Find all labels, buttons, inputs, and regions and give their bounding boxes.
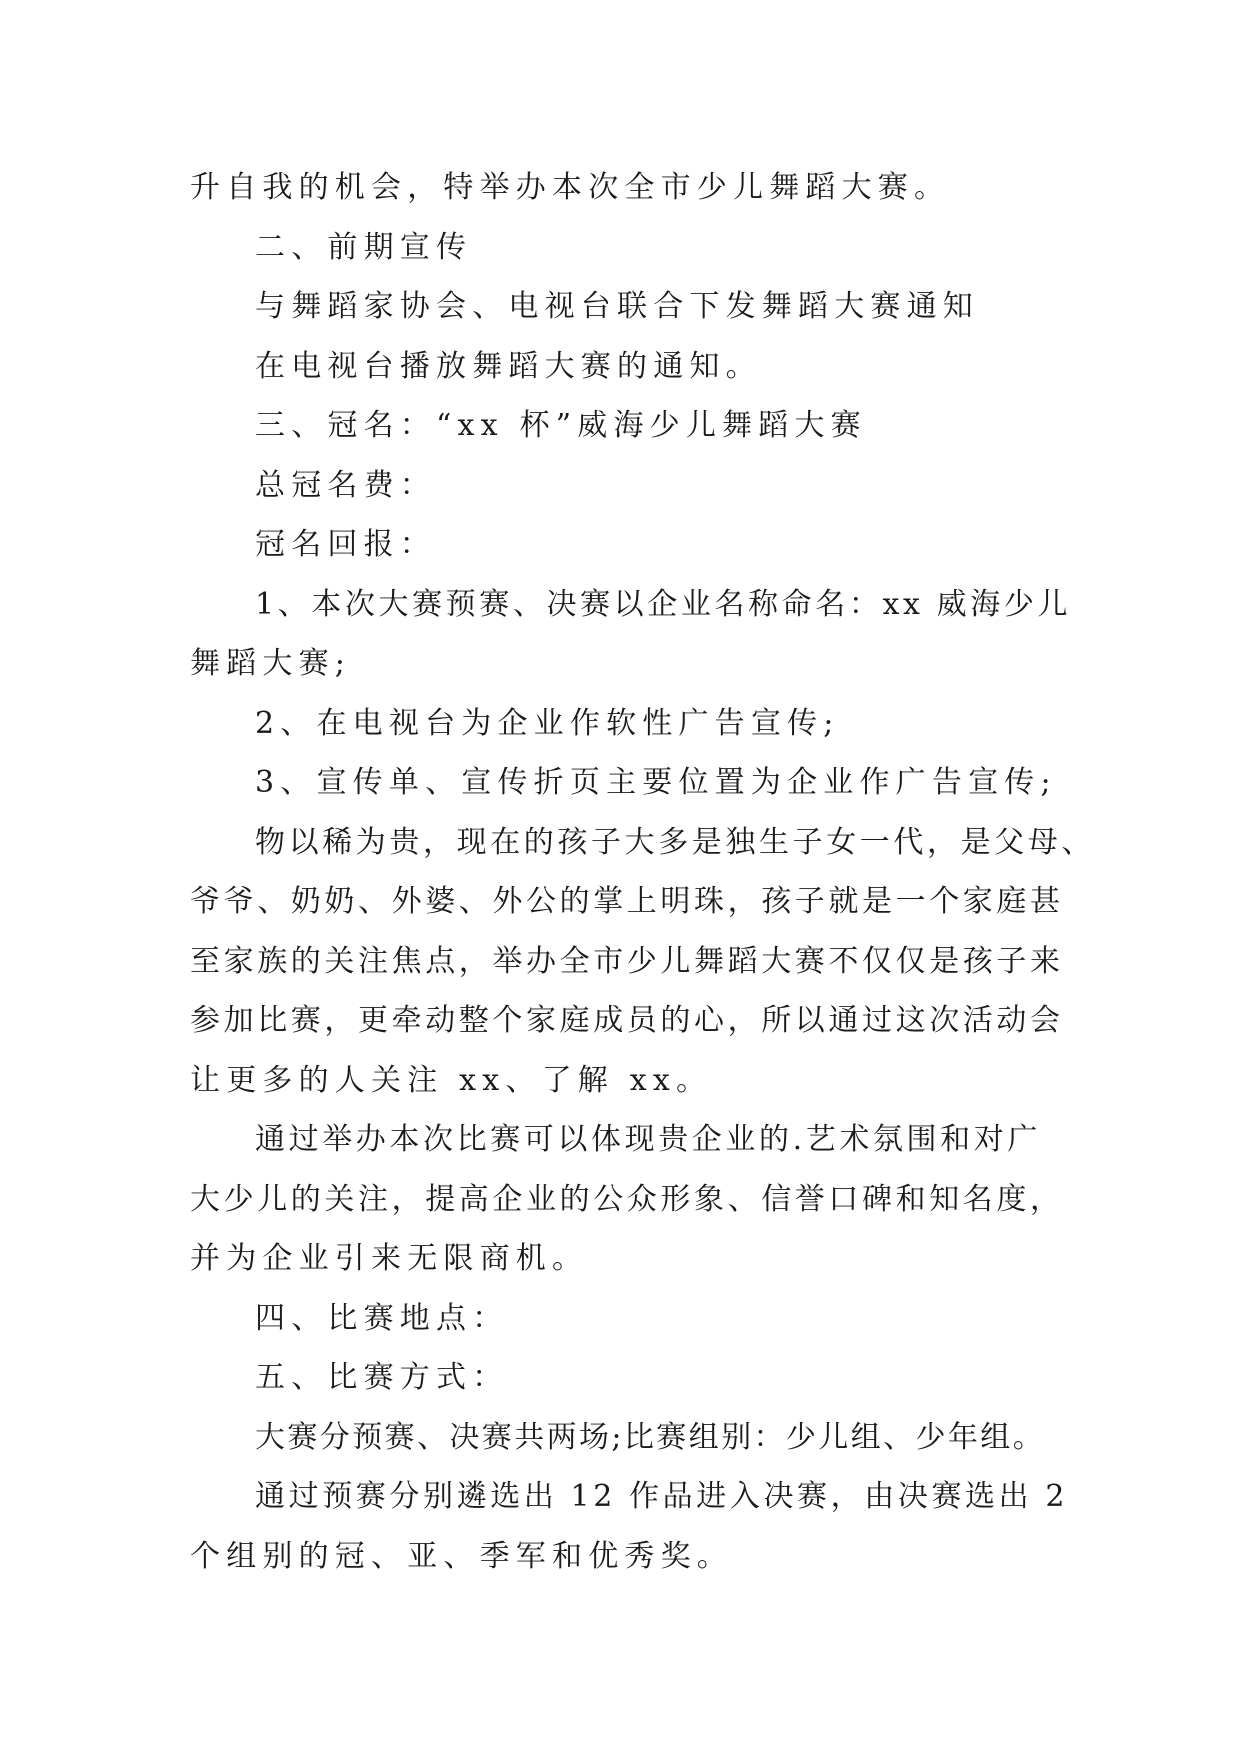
paragraph-line: 物以稀为贵，现在的孩子大多是独生子女一代，是父母、 — [255, 824, 1095, 860]
paragraph-line: 在电视台播放舞蹈大赛的通知。 — [255, 348, 762, 384]
paragraph-line: 个组别的冠、亚、季军和优秀奖。 — [190, 1538, 733, 1574]
paragraph-line: 爷爷、奶奶、外婆、外公的掌上明珠，孩子就是一个家庭甚 — [190, 884, 1064, 919]
section-heading-venue: 四、比赛地点： — [255, 1300, 509, 1336]
section-heading-publicity: 二、前期宣传 — [255, 229, 473, 265]
paragraph-line: 让更多的人关注 xx、了解 xx。 — [190, 1062, 713, 1098]
paragraph-line: 大赛分预赛、决赛共两场;比赛组别：少儿组、少年组。 — [255, 1419, 1046, 1455]
section-heading-naming: 三、冠名：“xx 杯”威海少儿舞蹈大赛 — [255, 408, 867, 443]
list-item: 3、宣传单、宣传折页主要位置为企业作广告宣传; — [255, 765, 1057, 800]
paragraph-line: 总冠名费： — [255, 467, 436, 503]
paragraph-line: 并为企业引来无限商机。 — [190, 1241, 589, 1276]
paragraph-line: 至家族的关注焦点，举办全市少儿舞蹈大赛不仅仅是孩子来 — [190, 943, 1064, 979]
paragraph-line: 通过举办本次比赛可以体现贵企业的.艺术氛围和对广 — [255, 1122, 1041, 1157]
paragraph-line: 与舞蹈家协会、电视台联合下发舞蹈大赛通知 — [255, 289, 979, 324]
section-heading-format: 五、比赛方式： — [255, 1360, 509, 1395]
paragraph-line: 大少儿的关注，提高企业的公众形象、信誉口碑和知名度， — [190, 1181, 1064, 1217]
document-body — [190, 158, 1095, 1586]
paragraph-line: 升自我的机会，特举办本次全市少儿舞蹈大赛。 — [190, 170, 951, 205]
list-item-continuation: 舞蹈大赛; — [190, 646, 352, 681]
paragraph-line: 冠名回报： — [255, 527, 436, 562]
paragraph-line: 参加比赛，更牵动整个家庭成员的心，所以通过这次活动会 — [190, 1003, 1064, 1038]
list-item: 1、本次大赛预赛、决赛以企业名称命名：xx 威海少儿 — [255, 586, 1072, 622]
list-item: 2、在电视台为企业作软性广告宣传; — [255, 705, 840, 741]
paragraph-line: 通过预赛分别遴选出 12 作品进入决赛，由决赛选出 2 — [255, 1479, 1069, 1514]
